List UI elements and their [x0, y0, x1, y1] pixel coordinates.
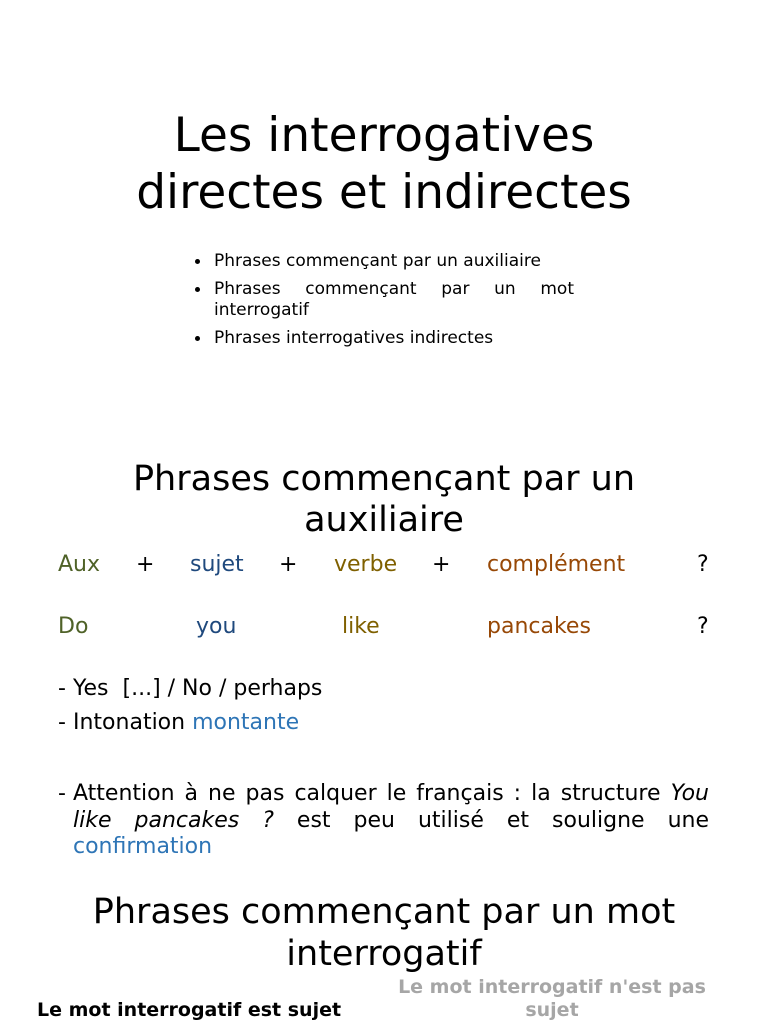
section-heading-question-word: Phrases commençant par un mot interrogatif: [92, 892, 676, 974]
note-text: Yes [...] / No / perhaps: [73, 676, 323, 701]
note-dash: -: [58, 781, 66, 806]
section-heading-auxiliary: Phrases commençant par un auxiliaire: [132, 459, 636, 540]
outline-item: [195, 251, 574, 272]
structure-question-mark: ?: [697, 552, 709, 577]
structure-plus: +: [432, 552, 451, 577]
structure-subject: sujet: [190, 552, 244, 577]
note-example-sentence: You like pancakes ?: [73, 781, 709, 833]
example-complement: pancakes: [487, 614, 591, 639]
outline-item-label: Phrases interrogatives indirectes: [214, 328, 494, 348]
outline-item-label: Phrases commençant par un auxiliaire: [214, 251, 541, 271]
bullet-icon: [195, 259, 200, 264]
structure-plus: +: [136, 552, 155, 577]
structure-plus: +: [279, 552, 298, 577]
note-emphasis: confirmation: [73, 834, 213, 859]
outline-item: [195, 279, 574, 321]
structure-verb: verbe: [334, 552, 398, 577]
example-question-mark: ?: [697, 614, 709, 639]
column-label-subject: Le mot interrogatif est sujet: [37, 999, 342, 1021]
note-text: Attention à ne pas calquer le français : la structure: [73, 781, 661, 806]
note-item: [58, 710, 709, 736]
outline-list: [195, 251, 574, 356]
outline-item: [195, 328, 574, 349]
note-dash: -: [58, 710, 66, 735]
column-label-non-subject: Le mot interrogatif n'est pas sujet: [398, 976, 706, 1021]
structure-complement: complément: [487, 552, 626, 577]
note-emphasis: montante: [192, 710, 300, 735]
note-dash: -: [58, 676, 66, 701]
example-subject: you: [196, 614, 237, 639]
structure-auxiliary: Aux: [58, 552, 101, 577]
example-auxiliary: Do: [58, 614, 89, 639]
bullet-icon: [195, 287, 200, 292]
note-item: [58, 781, 709, 861]
note-item: [58, 676, 709, 702]
page-title: Les interrogatives directes et indirectes: [136, 108, 632, 220]
example-verb: like: [342, 614, 380, 639]
note-text: est peu utilisé et souligne une: [296, 807, 709, 833]
bullet-icon: [195, 336, 200, 341]
outline-item-label: Phrases commençant par un mot interrogatif: [214, 279, 574, 320]
note-text: Intonation: [73, 710, 186, 735]
